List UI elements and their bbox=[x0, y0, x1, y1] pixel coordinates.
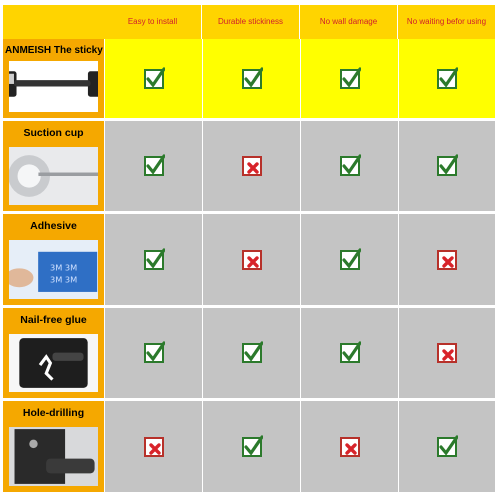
glue-hook-icon bbox=[9, 334, 98, 392]
cross-icon bbox=[144, 437, 164, 457]
row-label-text: Hole-drilling bbox=[22, 407, 85, 419]
suction-cup-hook-icon bbox=[9, 147, 98, 205]
check-icon bbox=[340, 343, 360, 363]
column-header-no-waiting: No waiting befor using bbox=[398, 5, 495, 39]
value-cell bbox=[398, 39, 495, 121]
check-icon bbox=[144, 343, 164, 363]
check-icon bbox=[144, 69, 164, 89]
comparison-table bbox=[3, 5, 495, 495]
check-icon bbox=[242, 69, 262, 89]
row-label-text: Suction cup bbox=[23, 127, 84, 139]
check-icon bbox=[340, 69, 360, 89]
value-cell bbox=[202, 214, 300, 308]
value-cell bbox=[300, 401, 398, 495]
adhesive-tape-icon bbox=[9, 240, 98, 299]
cross-icon bbox=[242, 156, 262, 176]
value-cell bbox=[398, 401, 495, 495]
value-cell bbox=[398, 214, 495, 308]
check-icon bbox=[242, 343, 262, 363]
check-icon bbox=[437, 156, 457, 176]
value-cell bbox=[202, 39, 300, 121]
check-icon bbox=[144, 250, 164, 270]
value-cell bbox=[398, 308, 495, 401]
towel-bar-icon bbox=[9, 61, 98, 112]
check-icon bbox=[437, 437, 457, 457]
row-label-text: Adhesive bbox=[30, 220, 77, 232]
svg-text:3M 3M: 3M 3M bbox=[49, 262, 78, 273]
value-cell bbox=[104, 308, 202, 401]
column-header-durable-stickiness: Durable stickiness bbox=[202, 5, 300, 39]
cross-icon bbox=[340, 437, 360, 457]
row-label-text: ANMEISH The sticky bbox=[5, 45, 103, 56]
value-cell bbox=[104, 401, 202, 495]
value-cell bbox=[104, 39, 202, 121]
value-cell bbox=[300, 39, 398, 121]
check-icon bbox=[340, 156, 360, 176]
row-label-text: Nail-free glue bbox=[20, 314, 87, 326]
drilled-hook-icon bbox=[9, 427, 98, 486]
row-label-4 bbox=[3, 401, 104, 495]
check-icon bbox=[437, 69, 457, 89]
column-header-no-wall-damage: No wall damage bbox=[300, 5, 398, 39]
value-cell bbox=[202, 401, 300, 495]
value-cell bbox=[300, 214, 398, 308]
value-cell bbox=[104, 121, 202, 214]
check-icon bbox=[242, 437, 262, 457]
check-icon bbox=[340, 250, 360, 270]
row-label-1 bbox=[3, 121, 104, 214]
value-cell bbox=[202, 308, 300, 401]
value-cell bbox=[398, 121, 495, 214]
row-label-3 bbox=[3, 308, 104, 401]
cross-icon bbox=[242, 250, 262, 270]
value-cell bbox=[300, 121, 398, 214]
column-header-easy-to-install: Easy to install bbox=[104, 5, 202, 39]
value-cell bbox=[202, 121, 300, 214]
row-label-2 bbox=[3, 214, 104, 308]
row-label-0 bbox=[3, 39, 104, 121]
check-icon bbox=[144, 156, 164, 176]
cross-icon bbox=[437, 343, 457, 363]
value-cell bbox=[300, 308, 398, 401]
value-cell bbox=[104, 214, 202, 308]
header-corner bbox=[3, 5, 104, 39]
cross-icon bbox=[437, 250, 457, 270]
svg-text:3M 3M: 3M 3M bbox=[49, 274, 78, 285]
